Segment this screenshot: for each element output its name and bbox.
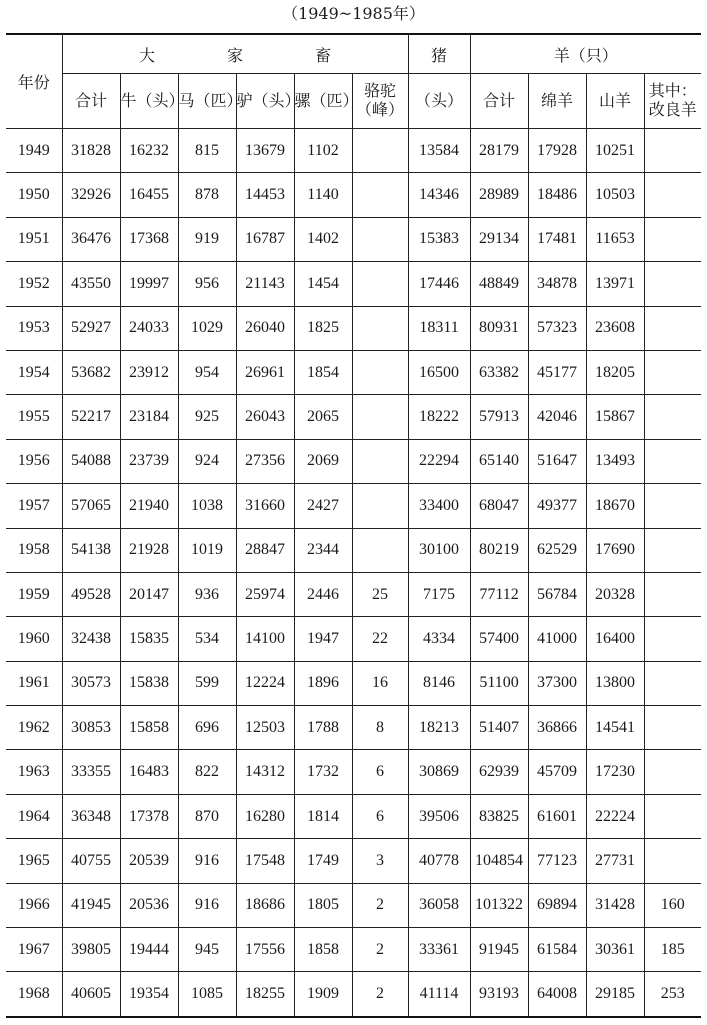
cell-wool-sheep: 45709 (528, 750, 586, 794)
cell-goat: 10251 (586, 129, 644, 173)
table-row (6, 173, 701, 217)
cell-sheep-total: 68047 (470, 484, 528, 528)
cell-donkey: 16787 (236, 217, 294, 261)
cell-improved-sheep (644, 439, 701, 483)
cell-sheep-total: 51407 (470, 706, 528, 750)
header-goat: 山羊 (586, 74, 644, 129)
cell-horse: 599 (178, 661, 236, 705)
cell-camel (352, 439, 408, 483)
livestock-table (6, 33, 701, 1018)
cell-donkey: 26961 (236, 350, 294, 394)
cell-pig: 13584 (408, 129, 470, 173)
cell-improved-sheep (644, 794, 701, 838)
cell-camel (352, 262, 408, 306)
cell-donkey: 25974 (236, 572, 294, 616)
table-subtitle: （1949~1985年） (282, 4, 425, 23)
cell-mule: 2446 (294, 572, 352, 616)
cell-improved-sheep (644, 350, 701, 394)
table-row (6, 217, 701, 261)
cell-year: 1954 (6, 350, 62, 394)
cell-large-livestock-total: 41945 (62, 883, 120, 927)
cell-goat: 27731 (586, 839, 644, 883)
header-large-livestock: 大 家 畜 (62, 34, 408, 74)
cell-year: 1951 (6, 217, 62, 261)
cell-improved-sheep (644, 617, 701, 661)
cell-donkey: 26040 (236, 306, 294, 350)
cell-cattle: 17378 (120, 794, 178, 838)
cell-mule: 2065 (294, 395, 352, 439)
cell-wool-sheep: 36866 (528, 706, 586, 750)
cell-large-livestock-total: 53682 (62, 350, 120, 394)
cell-horse: 919 (178, 217, 236, 261)
cell-year: 1952 (6, 262, 62, 306)
cell-cattle: 23912 (120, 350, 178, 394)
cell-cattle: 15858 (120, 706, 178, 750)
cell-horse: 924 (178, 439, 236, 483)
cell-pig: 30869 (408, 750, 470, 794)
cell-large-livestock-total: 40605 (62, 972, 120, 1017)
cell-goat: 13971 (586, 262, 644, 306)
cell-large-livestock-total: 43550 (62, 262, 120, 306)
cell-pig: 33400 (408, 484, 470, 528)
cell-improved-sheep (644, 839, 701, 883)
cell-large-livestock-total: 30853 (62, 706, 120, 750)
cell-cattle: 16232 (120, 129, 178, 173)
cell-improved-sheep (644, 217, 701, 261)
cell-goat: 14541 (586, 706, 644, 750)
cell-goat: 23608 (586, 306, 644, 350)
cell-mule: 2069 (294, 439, 352, 483)
cell-goat: 18670 (586, 484, 644, 528)
cell-horse: 954 (178, 350, 236, 394)
cell-year: 1950 (6, 173, 62, 217)
cell-mule: 1805 (294, 883, 352, 927)
cell-horse: 1029 (178, 306, 236, 350)
cell-goat: 16400 (586, 617, 644, 661)
cell-goat: 17690 (586, 528, 644, 572)
cell-horse: 936 (178, 572, 236, 616)
cell-horse: 925 (178, 395, 236, 439)
cell-improved-sheep (644, 173, 701, 217)
cell-large-livestock-total: 54088 (62, 439, 120, 483)
table-row (6, 350, 701, 394)
cell-camel: 2 (352, 972, 408, 1017)
cell-wool-sheep: 18486 (528, 173, 586, 217)
cell-wool-sheep: 56784 (528, 572, 586, 616)
cell-goat: 13800 (586, 661, 644, 705)
cell-pig: 15383 (408, 217, 470, 261)
cell-year: 1956 (6, 439, 62, 483)
cell-sheep-total: 28179 (470, 129, 528, 173)
cell-year: 1963 (6, 750, 62, 794)
cell-large-livestock-total: 39805 (62, 928, 120, 972)
cell-sheep-total: 80931 (470, 306, 528, 350)
cell-wool-sheep: 41000 (528, 617, 586, 661)
cell-horse: 534 (178, 617, 236, 661)
cell-cattle: 20147 (120, 572, 178, 616)
cell-wool-sheep: 17481 (528, 217, 586, 261)
cell-donkey: 14312 (236, 750, 294, 794)
cell-improved-sheep (644, 528, 701, 572)
cell-sheep-total: 57913 (470, 395, 528, 439)
cell-improved-sheep (644, 129, 701, 173)
cell-pig: 40778 (408, 839, 470, 883)
cell-sheep-total: 104854 (470, 839, 528, 883)
header-camel: 骆驼（峰） (352, 74, 408, 129)
cell-pig: 8146 (408, 661, 470, 705)
cell-horse: 822 (178, 750, 236, 794)
cell-wool-sheep: 42046 (528, 395, 586, 439)
cell-large-livestock-total: 33355 (62, 750, 120, 794)
cell-pig: 33361 (408, 928, 470, 972)
cell-improved-sheep: 185 (644, 928, 701, 972)
cell-large-livestock-total: 31828 (62, 129, 120, 173)
cell-pig: 18213 (408, 706, 470, 750)
cell-goat: 10503 (586, 173, 644, 217)
cell-mule: 1854 (294, 350, 352, 394)
cell-cattle: 21940 (120, 484, 178, 528)
cell-large-livestock-total: 52217 (62, 395, 120, 439)
cell-year: 1949 (6, 129, 62, 173)
cell-goat: 20328 (586, 572, 644, 616)
header-sheep-total: 合计 (470, 74, 528, 129)
cell-sheep-total: 83825 (470, 794, 528, 838)
table-row (6, 306, 701, 350)
cell-camel: 22 (352, 617, 408, 661)
cell-camel: 2 (352, 883, 408, 927)
cell-mule: 2344 (294, 528, 352, 572)
cell-pig: 16500 (408, 350, 470, 394)
cell-year: 1960 (6, 617, 62, 661)
cell-horse: 945 (178, 928, 236, 972)
cell-wool-sheep: 49377 (528, 484, 586, 528)
cell-donkey: 16280 (236, 794, 294, 838)
cell-horse: 916 (178, 883, 236, 927)
cell-large-livestock-total: 57065 (62, 484, 120, 528)
cell-goat: 22224 (586, 794, 644, 838)
cell-pig: 17446 (408, 262, 470, 306)
header-pig: 猪 (408, 34, 470, 74)
cell-cattle: 20536 (120, 883, 178, 927)
cell-mule: 1102 (294, 129, 352, 173)
cell-large-livestock-total: 32926 (62, 173, 120, 217)
cell-sheep-total: 57400 (470, 617, 528, 661)
table-row (6, 928, 701, 972)
cell-cattle: 20539 (120, 839, 178, 883)
cell-goat: 11653 (586, 217, 644, 261)
cell-mule: 1947 (294, 617, 352, 661)
cell-mule: 1732 (294, 750, 352, 794)
cell-camel (352, 173, 408, 217)
cell-donkey: 14100 (236, 617, 294, 661)
cell-cattle: 23184 (120, 395, 178, 439)
cell-camel: 6 (352, 750, 408, 794)
cell-sheep-total: 62939 (470, 750, 528, 794)
cell-year: 1961 (6, 661, 62, 705)
cell-horse: 1085 (178, 972, 236, 1017)
header-improved-sheep: 其中：改良羊 (644, 74, 701, 129)
cell-mule: 1140 (294, 173, 352, 217)
table-row (6, 883, 701, 927)
cell-cattle: 24033 (120, 306, 178, 350)
cell-donkey: 31660 (236, 484, 294, 528)
cell-large-livestock-total: 49528 (62, 572, 120, 616)
cell-improved-sheep: 253 (644, 972, 701, 1017)
header-pig-unit: （头） (408, 74, 470, 129)
cell-sheep-total: 65140 (470, 439, 528, 483)
cell-donkey: 13679 (236, 129, 294, 173)
cell-goat: 31428 (586, 883, 644, 927)
cell-sheep-total: 28989 (470, 173, 528, 217)
cell-goat: 17230 (586, 750, 644, 794)
cell-camel: 25 (352, 572, 408, 616)
table-row (6, 972, 701, 1017)
header-year: 年份 (6, 34, 62, 129)
cell-pig: 14346 (408, 173, 470, 217)
cell-wool-sheep: 37300 (528, 661, 586, 705)
header-horse: 马（匹） (178, 74, 236, 129)
header-large-livestock-total: 合计 (62, 74, 120, 129)
cell-wool-sheep: 51647 (528, 439, 586, 483)
cell-cattle: 16483 (120, 750, 178, 794)
cell-large-livestock-total: 54138 (62, 528, 120, 572)
table-row (6, 572, 701, 616)
cell-sheep-total: 101322 (470, 883, 528, 927)
cell-camel (352, 350, 408, 394)
cell-camel: 2 (352, 928, 408, 972)
cell-wool-sheep: 34878 (528, 262, 586, 306)
cell-year: 1957 (6, 484, 62, 528)
cell-year: 1959 (6, 572, 62, 616)
cell-horse: 916 (178, 839, 236, 883)
cell-mule: 1909 (294, 972, 352, 1017)
cell-cattle: 16455 (120, 173, 178, 217)
cell-year: 1962 (6, 706, 62, 750)
cell-mule: 1788 (294, 706, 352, 750)
table-row (6, 661, 701, 705)
cell-cattle: 23739 (120, 439, 178, 483)
cell-wool-sheep: 64008 (528, 972, 586, 1017)
table-row (6, 484, 701, 528)
cell-horse: 1019 (178, 528, 236, 572)
cell-mule: 1825 (294, 306, 352, 350)
cell-mule: 1402 (294, 217, 352, 261)
cell-sheep-total: 29134 (470, 217, 528, 261)
cell-sheep-total: 91945 (470, 928, 528, 972)
cell-pig: 39506 (408, 794, 470, 838)
cell-horse: 696 (178, 706, 236, 750)
header-wool-sheep: 绵羊 (528, 74, 586, 129)
cell-donkey: 17548 (236, 839, 294, 883)
cell-large-livestock-total: 30573 (62, 661, 120, 705)
cell-cattle: 19444 (120, 928, 178, 972)
cell-improved-sheep (644, 262, 701, 306)
cell-sheep-total: 93193 (470, 972, 528, 1017)
table-row (6, 262, 701, 306)
cell-mule: 1749 (294, 839, 352, 883)
cell-cattle: 15838 (120, 661, 178, 705)
cell-horse: 878 (178, 173, 236, 217)
cell-donkey: 18255 (236, 972, 294, 1017)
cell-improved-sheep (644, 706, 701, 750)
cell-camel: 6 (352, 794, 408, 838)
cell-cattle: 21928 (120, 528, 178, 572)
cell-sheep-total: 63382 (470, 350, 528, 394)
table-row (6, 617, 701, 661)
cell-wool-sheep: 77123 (528, 839, 586, 883)
table-header (6, 34, 701, 129)
header-donkey: 驴（头） (236, 74, 294, 129)
cell-donkey: 12503 (236, 706, 294, 750)
cell-large-livestock-total: 36476 (62, 217, 120, 261)
header-cattle: 牛（头） (120, 74, 178, 129)
cell-cattle: 19354 (120, 972, 178, 1017)
table-row (6, 794, 701, 838)
cell-donkey: 12224 (236, 661, 294, 705)
cell-sheep-total: 80219 (470, 528, 528, 572)
cell-camel (352, 395, 408, 439)
cell-pig: 22294 (408, 439, 470, 483)
cell-improved-sheep (644, 395, 701, 439)
cell-camel (352, 129, 408, 173)
cell-donkey: 14453 (236, 173, 294, 217)
cell-sheep-total: 51100 (470, 661, 528, 705)
cell-large-livestock-total: 36348 (62, 794, 120, 838)
cell-mule: 2427 (294, 484, 352, 528)
cell-wool-sheep: 45177 (528, 350, 586, 394)
cell-horse: 1038 (178, 484, 236, 528)
table-row (6, 706, 701, 750)
cell-wool-sheep: 69894 (528, 883, 586, 927)
cell-pig: 30100 (408, 528, 470, 572)
header-sheep: 羊（只） (470, 34, 701, 74)
cell-improved-sheep (644, 661, 701, 705)
cell-horse: 956 (178, 262, 236, 306)
cell-pig: 4334 (408, 617, 470, 661)
cell-camel: 3 (352, 839, 408, 883)
cell-goat: 15867 (586, 395, 644, 439)
table-row (6, 839, 701, 883)
cell-horse: 815 (178, 129, 236, 173)
cell-goat: 29185 (586, 972, 644, 1017)
cell-pig: 18222 (408, 395, 470, 439)
table-row (6, 528, 701, 572)
cell-large-livestock-total: 40755 (62, 839, 120, 883)
cell-year: 1964 (6, 794, 62, 838)
cell-camel (352, 528, 408, 572)
cell-donkey: 17556 (236, 928, 294, 972)
cell-mule: 1454 (294, 262, 352, 306)
cell-pig: 18311 (408, 306, 470, 350)
cell-camel (352, 217, 408, 261)
cell-improved-sheep (644, 484, 701, 528)
cell-wool-sheep: 61601 (528, 794, 586, 838)
cell-improved-sheep (644, 572, 701, 616)
cell-sheep-total: 48849 (470, 262, 528, 306)
cell-sheep-total: 77112 (470, 572, 528, 616)
cell-donkey: 27356 (236, 439, 294, 483)
cell-year: 1968 (6, 972, 62, 1017)
cell-cattle: 19997 (120, 262, 178, 306)
cell-goat: 13493 (586, 439, 644, 483)
cell-camel: 8 (352, 706, 408, 750)
cell-donkey: 18686 (236, 883, 294, 927)
cell-large-livestock-total: 52927 (62, 306, 120, 350)
table-row (6, 439, 701, 483)
table-row (6, 395, 701, 439)
table-row (6, 750, 701, 794)
cell-camel: 16 (352, 661, 408, 705)
header-mule: 骡（匹） (294, 74, 352, 129)
cell-improved-sheep (644, 750, 701, 794)
cell-improved-sheep (644, 306, 701, 350)
cell-donkey: 21143 (236, 262, 294, 306)
cell-year: 1966 (6, 883, 62, 927)
cell-pig: 36058 (408, 883, 470, 927)
cell-year: 1967 (6, 928, 62, 972)
cell-improved-sheep: 160 (644, 883, 701, 927)
cell-cattle: 15835 (120, 617, 178, 661)
cell-wool-sheep: 61584 (528, 928, 586, 972)
cell-pig: 41114 (408, 972, 470, 1017)
cell-year: 1958 (6, 528, 62, 572)
cell-wool-sheep: 57323 (528, 306, 586, 350)
cell-pig: 7175 (408, 572, 470, 616)
table-body (6, 129, 701, 1017)
cell-wool-sheep: 17928 (528, 129, 586, 173)
cell-donkey: 28847 (236, 528, 294, 572)
cell-goat: 30361 (586, 928, 644, 972)
cell-camel (352, 484, 408, 528)
cell-horse: 870 (178, 794, 236, 838)
cell-mule: 1858 (294, 928, 352, 972)
cell-wool-sheep: 62529 (528, 528, 586, 572)
cell-year: 1965 (6, 839, 62, 883)
cell-mule: 1814 (294, 794, 352, 838)
cell-goat: 18205 (586, 350, 644, 394)
table-row (6, 129, 701, 173)
cell-mule: 1896 (294, 661, 352, 705)
cell-year: 1955 (6, 395, 62, 439)
cell-year: 1953 (6, 306, 62, 350)
cell-camel (352, 306, 408, 350)
cell-large-livestock-total: 32438 (62, 617, 120, 661)
cell-cattle: 17368 (120, 217, 178, 261)
cell-donkey: 26043 (236, 395, 294, 439)
